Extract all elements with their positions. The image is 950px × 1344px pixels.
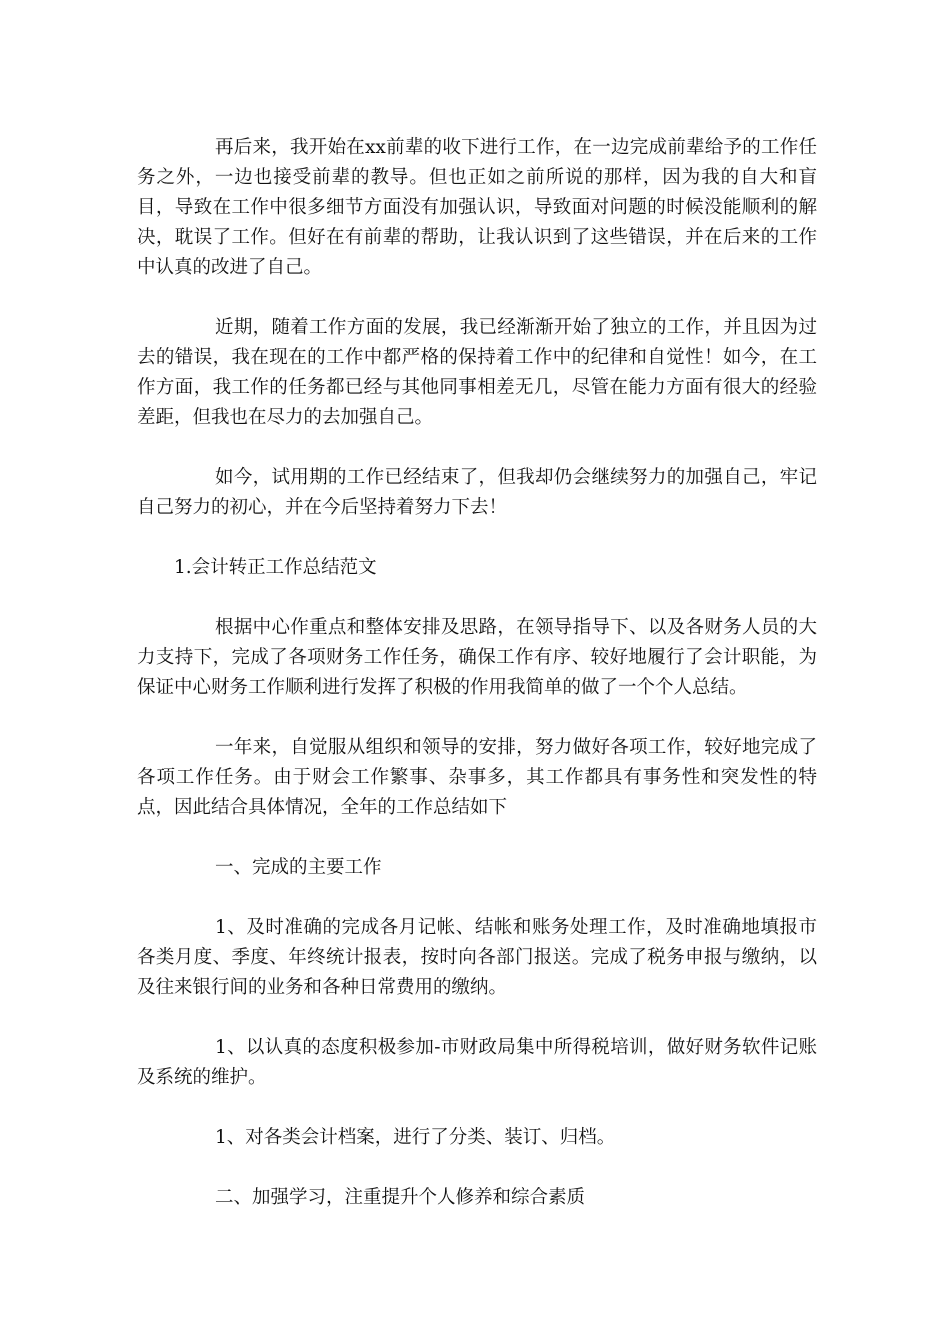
subheading-1: 一、完成的主要工作 [215,857,382,878]
paragraph-5: 根据中心作重点和整体安排及思路，在领导指导下、以及各财务人员的大力支持下，完成了各项财务工作任务，确保工作有序、较好地履行了会计职能，为保证中心财务工作顺利进行发挥了积极的作用我简单的做了一个个人总结。 [137,617,817,698]
paragraph-3: 如今，试用期的工作已经结束了，但我却仍会继续努力的加强自己，牢记自己努力的初心，并在今后坚持着努力下去！ [137,467,817,518]
paragraph-1: 再后来，我开始在xx前辈的收下进行工作，在一边完成前辈给予的工作任务之外，一边也接受前辈的教导。但也正如之前所说的那样，因为我的自大和盲目，导致在工作中很多细节方面没有加强认识，导致面对问题的时候没能顺利的解决，耽误了工作。但好在有前辈的帮助，让我认识到了这些错误，并在后来的工作中认真的改进了自己。 [137,137,817,278]
paragraph-9: 1、以认真的态度积极参加-市财政局集中所得税培训，做好财务软件记账及系统的维护。 [137,1037,817,1088]
section-heading-1: 1.会计转正工作总结范文 [174,557,377,578]
paragraph-10: 1、对各类会计档案，进行了分类、装订、归档。 [215,1127,616,1148]
paragraph-8: 1、及时准确的完成各月记帐、结帐和账务处理工作，及时准确地填报市各类月度、季度、年终统计报表，按时向各部门报送。完成了税务申报与缴纳，以及往来银行间的业务和各种日常费用的缴纳。 [137,917,817,998]
paragraph-2: 近期，随着工作方面的发展，我已经渐渐开始了独立的工作，并且因为过去的错误，我在现在的工作中都严格的保持着工作中的纪律和自觉性！如今，在工作方面，我工作的任务都已经与其他同事相差无几，尽管在能力方面有很大的经验差距，但我也在尽力的去加强自己。 [137,317,817,428]
paragraph-6: 一年来，自觉服从组织和领导的安排，努力做好各项工作，较好地完成了各项工作任务。由于财会工作繁事、杂事多，其工作都具有事务性和突发性的特点，因此结合具体情况，全年的工作总结如下 [137,737,817,818]
subheading-2: 二、加强学习，注重提升个人修养和综合素质 [215,1187,586,1208]
document-body [137,133,817,1213]
